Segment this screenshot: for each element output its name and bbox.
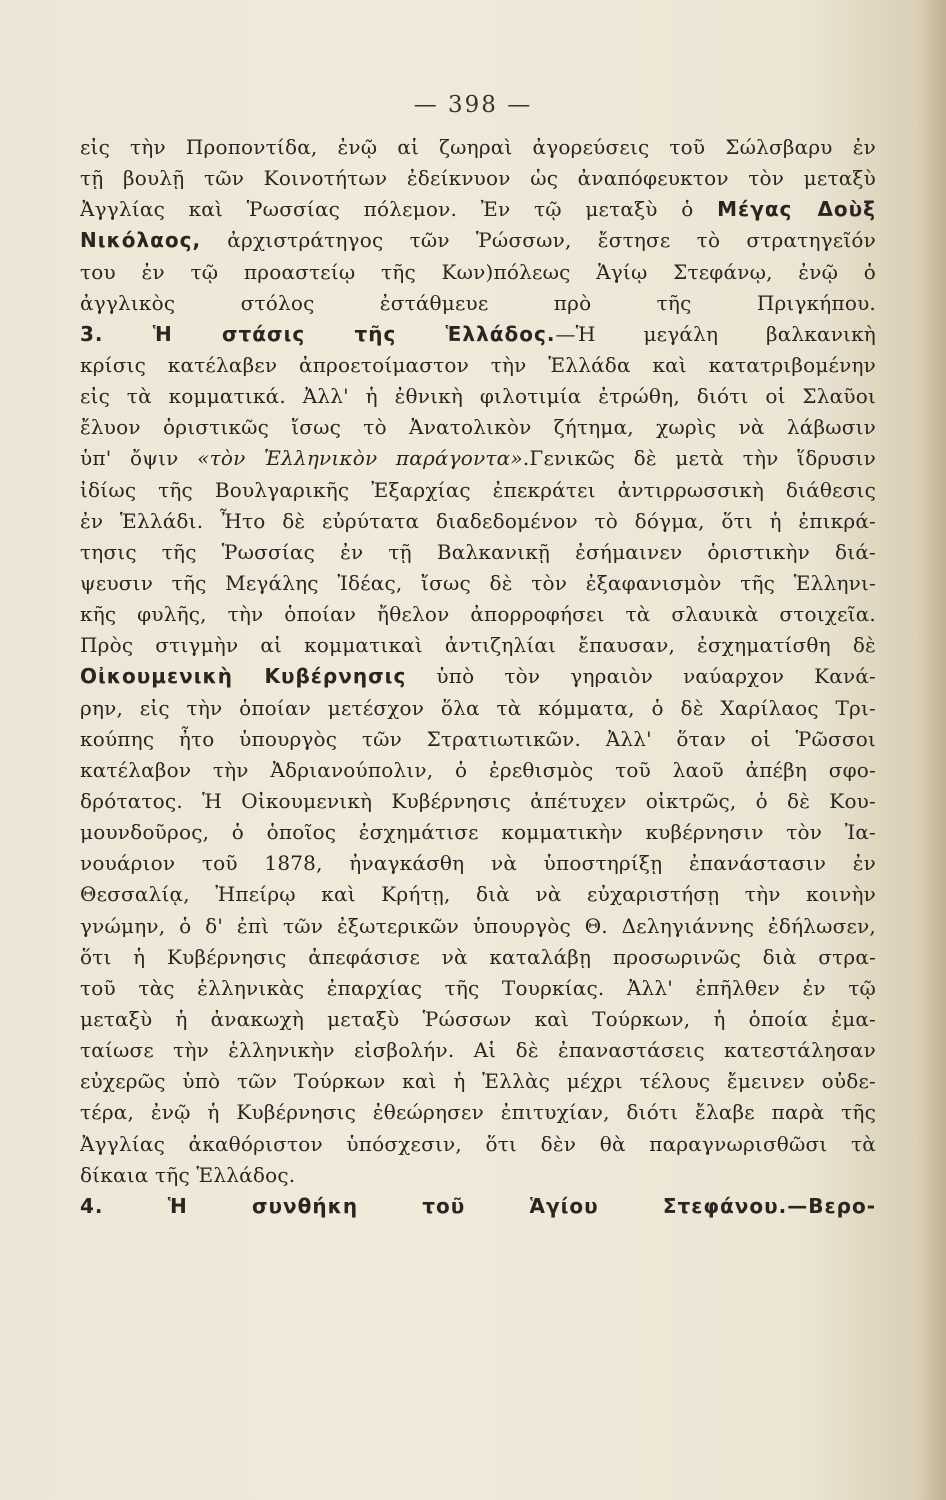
text-line: [80, 630, 876, 661]
text-line: [80, 194, 876, 225]
bold-text: 3. Ἡ στάσις τῆς Ἑλλάδος.: [80, 321, 556, 346]
text-segment: ἔλυον ὁριστικῶς ἴσως τὸ Ἀνατολικὸν ζήτημα, χωρὶς νὰ λάβωσιν: [80, 415, 876, 440]
text-line: [80, 537, 876, 568]
text-segment: ἀγγλικὸς στόλος ἐστάθμευε πρὸ τῆς Πριγκήπου.: [80, 290, 876, 315]
text-line: [80, 911, 876, 942]
bold-text: Μέγας Δοὺξ: [717, 197, 876, 222]
text-line: [80, 443, 876, 474]
text-segment: .Γενικῶς δὲ μετὰ τὴν ἵδρυσιν: [522, 446, 876, 471]
text-line: [80, 879, 876, 910]
text-line: [80, 942, 876, 973]
text-line: [80, 568, 876, 599]
text-segment: Πρὸς στιγμὴν αἱ κομματικαὶ ἀντιζηλίαι ἔπαυσαν, ἐσχηματίσθη δὲ: [80, 633, 876, 658]
text-segment: Θεσσαλίᾳ, Ἠπείρῳ καὶ Κρήτῃ, διὰ νὰ εὐχαριστήσῃ τὴν κοινὴν: [80, 882, 876, 907]
text-segment: ὑπ' ὄψιν: [80, 446, 198, 471]
text-line: [80, 350, 876, 381]
body-text: [80, 132, 876, 1222]
page-edge: [922, 0, 946, 1500]
text-segment: μουνδοῦρος, ὁ ὁποῖος ἐσχημάτισε κομματικὴν κυβέρνησιν τὸν Ἰα-: [80, 820, 876, 845]
text-segment: τοῦ τὰς ἑλληνικὰς ἐπαρχίας τῆς Τουρκίας. Ἀλλ' ἐπῆλθεν ἐν τῷ: [80, 975, 876, 1000]
text-segment: κούπης ἦτο ὑπουργὸς τῶν Στρατιωτικῶν. Ἀλλ' ὅταν οἱ Ῥῶσσοι: [80, 726, 876, 751]
text-segment: εἰς τὴν Προποντίδα, ἐνῷ αἱ ζωηραὶ ἀγορεύσεις τοῦ Σώλσβαρυ ἐν: [80, 135, 876, 159]
text-line: [80, 817, 876, 848]
text-segment: ρην, εἰς τὴν ὁποίαν μετέσχον ὅλα τὰ κόμματα, ὁ δὲ Χαρίλαος Τρι-: [80, 695, 876, 720]
text-segment: δίκαια τῆς Ἑλλάδος.: [80, 1162, 296, 1187]
text-line: [80, 693, 876, 724]
text-segment: ψευσιν τῆς Μεγάλης Ἰδέας, ἴσως δὲ τὸν ἐξαφανισμὸν τῆς Ἑλληνι-: [80, 570, 876, 595]
text-line: [80, 288, 876, 319]
text-segment: ἀρχιστράτηγος τῶν Ῥώσσων, ἔστησε τὸ στρατηγεῖόν: [201, 228, 876, 253]
page-number: — 398 —: [413, 92, 533, 118]
italic-text: «τὸν Ἑλληνικὸν παράγοντα»: [197, 446, 523, 471]
text-line: [80, 163, 876, 194]
text-line: [80, 225, 876, 256]
text-line: [80, 319, 876, 350]
text-line: [80, 412, 876, 443]
text-segment: εὐχερῶς ὑπὸ τῶν Τούρκων καὶ ἡ Ἑλλὰς μέχρι τέλους ἔμεινεν οὐδε-: [80, 1069, 876, 1094]
text-line: [80, 132, 876, 163]
text-segment: κῆς φυλῆς, τὴν ὁποίαν ἤθελον ἀπορροφήσει τὰ σλαυικὰ στοιχεῖα.: [80, 602, 876, 627]
text-line: [80, 848, 876, 879]
text-segment: εἰς τὰ κομματικά. Ἀλλ' ἡ ἐθνικὴ φιλοτιμία ἐτρώθη, διότι οἱ Σλαῦοι: [80, 384, 876, 409]
text-line: [80, 599, 876, 630]
text-segment: μεταξὺ ἡ ἀνακωχὴ μεταξὺ Ῥώσσων καὶ Τούρκων, ἡ ὁποία ἐμα-: [80, 1006, 876, 1031]
text-segment: δρότατος. Ἡ Οἰκουμενικὴ Κυβέρνησις ἀπέτυχεν οἰκτρῶς, ὁ δὲ Κου-: [80, 788, 876, 813]
bold-text: 4. Ἡ συνθήκη τοῦ Ἁγίου Στεφάνου.—Βερο-: [80, 1193, 876, 1218]
text-segment: του ἐν τῷ προαστείῳ τῆς Κων)πόλεως Ἁγίῳ Στεφάνῳ, ἐνῷ ὁ: [80, 259, 876, 284]
text-segment: τησις τῆς Ῥωσσίας ἐν τῇ Βαλκανικῇ ἐσήμαινεν ὁριστικὴν διά-: [80, 539, 876, 564]
text-line: [80, 724, 876, 755]
text-segment: τῇ βουλῇ τῶν Κοινοτήτων ἐδείκνυον ὡς ἀναπόφευκτον τὸν μεταξὺ: [80, 166, 876, 191]
text-segment: κρίσις κατέλαβεν ἀπροετοίμαστον τὴν Ἑλλάδα καὶ κατατριβομένην: [80, 352, 876, 377]
text-line: [80, 1035, 876, 1066]
text-segment: ὅτι ἡ Κυβέρνησις ἀπεφάσισε νὰ καταλάβῃ προσωρινῶς διὰ στρα-: [80, 944, 876, 969]
text-line: [80, 1160, 876, 1191]
bold-text: Οἰκουμενικὴ Κυβέρνησις: [80, 664, 407, 689]
text-line: [80, 1066, 876, 1097]
text-segment: ἐν Ἑλλάδι. Ἦτο δὲ εὐρύτατα διαδεδομένον τὸ δόγμα, ὅτι ἡ ἐπικρά-: [80, 508, 876, 533]
text-line: [80, 786, 876, 817]
bold-text: Νικόλαος,: [80, 228, 202, 253]
text-line: [80, 381, 876, 412]
text-segment: Ἀγγλίας καὶ Ῥωσσίας πόλεμον. Ἐν τῷ μεταξὺ ὁ: [80, 197, 718, 222]
text-segment: γνώμην, ὁ δ' ἐπὶ τῶν ἐξωτερικῶν ὑπουργὸς Θ. Δεληγιάννης ἐδήλωσεν,: [80, 913, 876, 938]
text-segment: ταίωσε τὴν ἑλληνικὴν εἰσβολήν. Αἱ δὲ ἐπαναστάσεις κατεστάλησαν: [80, 1038, 876, 1063]
text-line: [80, 1191, 876, 1222]
text-segment: —Ἡ μεγάλη βαλκανικὴ: [555, 321, 876, 346]
text-line: [80, 1097, 876, 1128]
text-segment: τέρα, ἐνῷ ἡ Κυβέρνησις ἐθεώρησεν ἐπιτυχίαν, διότι ἔλαβε παρὰ τῆς: [80, 1100, 876, 1125]
text-line: [80, 475, 876, 506]
text-line: [80, 661, 876, 692]
text-segment: ὑπὸ τὸν γηραιὸν ναύαρχον Κανά-: [406, 664, 876, 689]
text-line: [80, 1129, 876, 1160]
text-segment: κατέλαβον τὴν Ἀδριανούπολιν, ὁ ἐρεθισμὸς τοῦ λαοῦ ἀπέβη σφο-: [80, 757, 876, 782]
text-line: [80, 257, 876, 288]
text-segment: Ἀγγλίας ἀκαθόριστον ὑπόσχεσιν, ὅτι δὲν θὰ παραγνωρισθῶσι τὰ: [80, 1131, 876, 1156]
text-segment: νουάριον τοῦ 1878, ἠναγκάσθη νὰ ὑποστηρίξῃ ἐπανάστασιν ἐν: [80, 851, 876, 876]
text-line: [80, 755, 876, 786]
text-line: [80, 1004, 876, 1035]
text-line: [80, 506, 876, 537]
text-segment: ἰδίως τῆς Βουλγαρικῆς Ἐξαρχίας ἐπεκράτει ἀντιρρωσσικὴ διάθεσις: [80, 477, 876, 502]
text-line: [80, 973, 876, 1004]
